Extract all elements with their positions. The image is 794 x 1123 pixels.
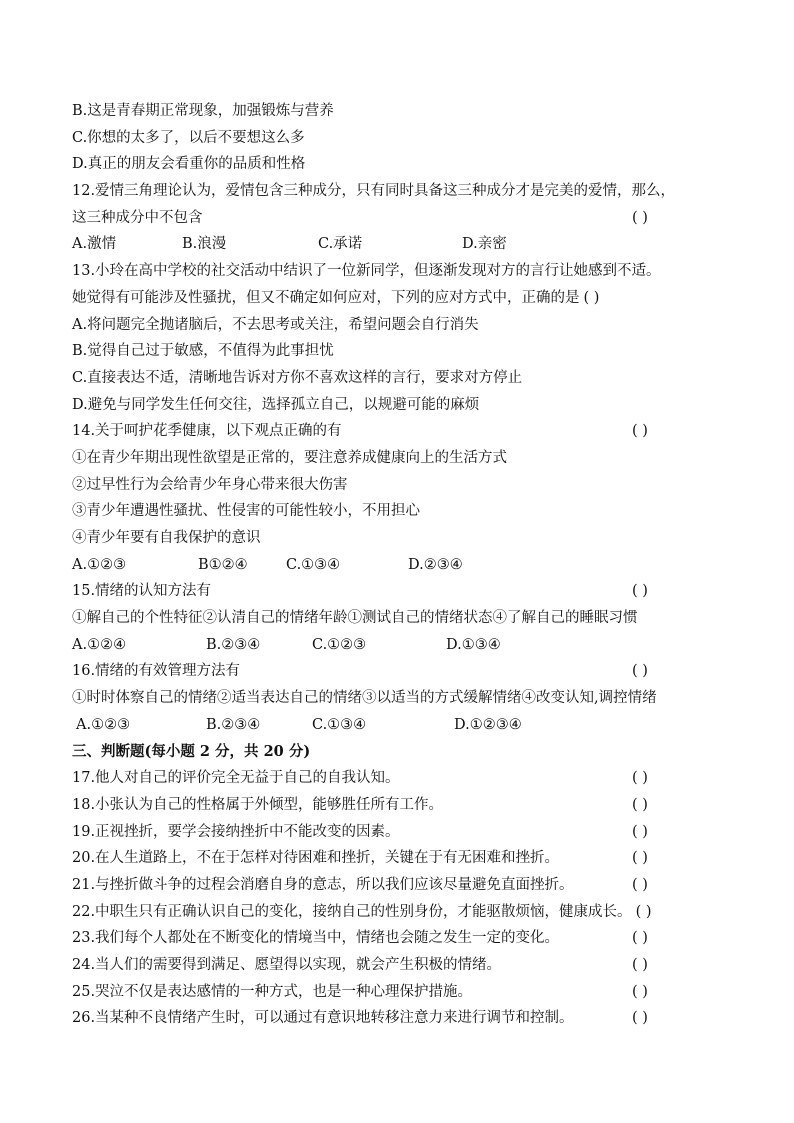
- q21: [72, 872, 732, 899]
- q13-option-a: A.将问题完全抛诸脑后，不去思考或关注，希望问题会自行消失: [72, 316, 479, 333]
- q16-options: [72, 712, 732, 739]
- q15-option-d: D.①③④: [446, 636, 501, 653]
- q19-answer-blank[interactable]: ( ): [632, 823, 648, 840]
- q14-option-b: B①②④: [198, 556, 248, 573]
- q13-stem-line2: [72, 285, 732, 312]
- q14-answer-blank[interactable]: ( ): [632, 423, 648, 440]
- q16-items: ①时时体察自己的情绪②适当表达自己的情绪③以适当的方式缓解情绪④改变认知,调控情绪: [72, 690, 657, 707]
- q15-option-b: B.②③④: [206, 636, 261, 653]
- q16-stem-text: 16.情绪的有效管理方法有: [72, 663, 241, 680]
- q12-option-a: A.激情: [72, 236, 117, 253]
- q23-text: 23.我们每个人都处在不断变化的情境当中，情绪也会随之发生一定的变化。: [72, 930, 560, 947]
- q21-answer-blank[interactable]: ( ): [632, 876, 648, 893]
- q22: [72, 899, 732, 926]
- q12-answer-blank[interactable]: ( ): [632, 209, 648, 226]
- q26-answer-blank[interactable]: ( ): [632, 1010, 648, 1027]
- q13-option-d: D.避免与同学发生任何交往，选择孤立自己，以规避可能的麻烦: [72, 396, 480, 413]
- q13-stem-text: 她觉得有可能涉及性骚扰，但又不确定如何应对，下列的应对方式中，正确的是: [72, 289, 580, 306]
- q15-option-a: A.①②④: [72, 636, 127, 653]
- q14-stem: [72, 418, 732, 445]
- q13-answer-blank[interactable]: ( ): [583, 289, 600, 306]
- q26-text: 26.当某种不良情绪产生时，可以通过有意识地转移注意力来进行调节和控制。: [72, 1010, 574, 1027]
- q13-option-b: B.觉得自己过于敏感，不值得为此事担忧: [72, 343, 334, 360]
- q16-answer-blank[interactable]: ( ): [632, 663, 648, 680]
- q23: [72, 925, 732, 952]
- q12-option-c: C.承诺: [318, 236, 363, 253]
- q24-answer-blank[interactable]: ( ): [632, 957, 648, 973]
- exam-page: [72, 98, 732, 1032]
- q18-text: 18.小张认为自己的性格属于外倾型，能够胜任所有工作。: [72, 796, 444, 813]
- q25: [72, 979, 732, 1006]
- q17-text: 17.他人对自己的评价完全无益于自己的自我认知。: [72, 770, 400, 787]
- q11-option-d: D.真正的朋友会看重你的品质和性格: [72, 156, 306, 173]
- q11-option-c: C.你想的太多了，以后不要想这么多: [72, 129, 305, 146]
- q16-option-c: C.①③④: [312, 716, 367, 733]
- q24-text: 24.当人们的需要得到满足、愿望得以实现，就会产生积极的情绪。: [72, 957, 502, 973]
- q20: [72, 845, 732, 872]
- q22-text: 22.中职生只有正确认识自己的变化，接纳自己的性别身份，才能驱散烦恼，健康成长。: [72, 903, 632, 920]
- q16-option-d: D.①②③④: [454, 716, 522, 733]
- q17: [72, 765, 732, 792]
- q21-text: 21.与挫折做斗争的过程会消磨自身的意志，所以我们应该尽量避免直面挫折。: [72, 876, 574, 893]
- q19-text: 19.正视挫折，要学会接纳挫折中不能改变的因素。: [72, 823, 400, 840]
- q26: [72, 1005, 732, 1032]
- q14-item-3: ③青少年遭遇性骚扰、性侵害的可能性较小，不用担心: [72, 503, 420, 520]
- q25-answer-blank[interactable]: ( ): [632, 983, 648, 1000]
- q12-stem-line1: 12.爱情三角理论认为，爱情包含三种成分，只有同时具备这三种成分才是完美的爱情，那么，: [72, 183, 676, 200]
- q15-stem-text: 15.情绪的认知方法有: [72, 583, 212, 600]
- q14-item-1: ①在青少年期出现性欲望是正常的，要注意养成健康向上的生活方式: [72, 449, 507, 466]
- q20-answer-blank[interactable]: ( ): [632, 850, 648, 867]
- q17-answer-blank[interactable]: ( ): [632, 770, 648, 787]
- q14-option-d: D.②③④: [408, 556, 463, 573]
- q20-text: 20.在人生道路上，不在于怎样对待困难和挫折，关键在于有无困难和挫折。: [72, 850, 560, 867]
- q14-item-4: ④青少年要有自我保护的意识: [72, 530, 261, 546]
- q13-option-c: C.直接表达不适，清晰地告诉对方你不喜欢这样的言行，要求对方停止: [72, 369, 523, 386]
- q12-stem-line2: [72, 205, 732, 232]
- q14-option-c: C.①③④: [286, 556, 341, 573]
- q16-option-a: A.①②③: [76, 716, 131, 733]
- q14-item-2: ②过早性行为会给青少年身心带来很大伤害: [72, 476, 348, 493]
- q25-text: 25.哭泣不仅是表达感情的一种方式，也是一种心理保护措施。: [72, 983, 473, 1000]
- section3-heading: 三、判断题(每小题 2 分，共 20 分): [72, 742, 311, 760]
- q14-options: [72, 552, 732, 579]
- q12-options: [72, 231, 732, 258]
- q24: [72, 952, 732, 979]
- q15-options: [72, 632, 732, 659]
- q15-answer-blank[interactable]: ( ): [632, 583, 648, 600]
- q16-option-b: B.②③④: [206, 716, 261, 733]
- q13-stem-line1: 13.小玲在高中学校的社交活动中结识了一位新同学，但逐渐发现对方的言行让她感到不适。: [72, 263, 661, 280]
- q12-stem-text: 这三种成分中不包含: [72, 209, 203, 226]
- q18-answer-blank[interactable]: ( ): [632, 796, 648, 813]
- q23-answer-blank[interactable]: ( ): [632, 930, 648, 947]
- q15-option-c: C.①②③: [312, 636, 367, 653]
- q12-option-b: B.浪漫: [182, 236, 227, 253]
- q16-stem: [72, 658, 732, 685]
- q15-items: ①解自己的个性特征②认清自己的情绪年龄①测试自己的情绪状态④了解自己的睡眠习惯: [72, 610, 638, 627]
- q18: [72, 792, 732, 819]
- q14-stem-text: 14.关于呵护花季健康，以下观点正确的有: [72, 423, 342, 440]
- q15-stem: [72, 578, 732, 605]
- q14-option-a: A.①②③: [72, 556, 127, 573]
- q19: [72, 819, 732, 846]
- q12-option-d: D.亲密: [462, 236, 507, 253]
- q11-option-b: B.这是青春期正常现象，加强锻炼与营养: [72, 103, 334, 119]
- q22-answer-blank[interactable]: ( ): [635, 903, 652, 920]
